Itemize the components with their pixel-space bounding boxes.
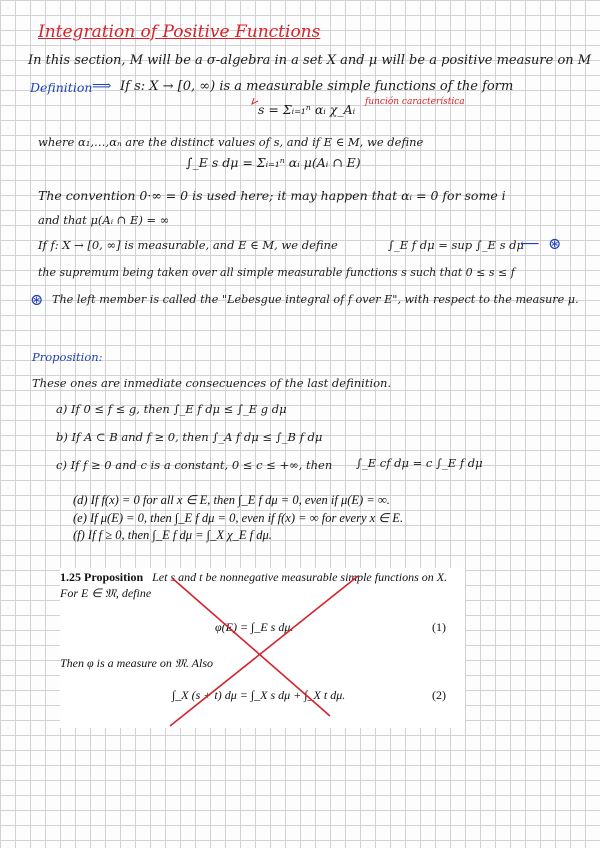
- annotation-arrow-icon: [252, 98, 258, 104]
- proposition-heading: 1.25 Proposition: [60, 570, 144, 584]
- characteristic-annotation: función característica: [365, 97, 465, 107]
- cross-stroke-1: [172, 578, 330, 716]
- cross-stroke-2: [170, 576, 358, 726]
- supremum-line: the supremum being taken over all simple measurable functions s such that 0 ≤ s ≤ f: [38, 266, 515, 279]
- lebesgue-integral-definition: ∫_E f dμ = sup ∫_E s dμ: [388, 238, 524, 252]
- equation-2: ∫_X (s + t) dμ = ∫_X s dμ + ∫_X t dμ.: [172, 688, 346, 702]
- printed-item-f: (f) If f ≥ 0, then ∫_E f dμ = ∫_X χ_E f dμ.: [73, 528, 272, 542]
- star-mark-icon-2: ⊛: [30, 290, 44, 309]
- immediate-consequences-line: These ones are inmediate consecuences of the last definition.: [32, 376, 392, 390]
- left-member-line: The left member is called the "Lebesgue integral of f over E", with respect to the measure μ.: [52, 293, 579, 306]
- item-c-formula: ∫_E cf dμ = c ∫_E f dμ: [356, 456, 483, 470]
- equation-2-number: (2): [432, 688, 446, 702]
- definition-label: Definition: [30, 80, 93, 95]
- star-mark-icon: ⊛: [548, 234, 562, 253]
- convention-line: The convention 0·∞ = 0 is used here; it may happen that αᵢ = 0 for some i: [38, 188, 506, 203]
- proposition-label: Proposition:: [32, 350, 103, 364]
- and-that-line: and that μ(Aᵢ ∩ E) = ∞: [38, 213, 170, 227]
- intro-line: In this section, M will be a σ-algebra in a set X and μ will be a positive measure on M: [28, 53, 592, 68]
- page-title: Integration of Positive Functions: [38, 22, 321, 42]
- equation-1-number: (1): [432, 620, 446, 634]
- item-a: a) If 0 ≤ f ≤ g, then ∫_E f dμ ≤ ∫_E g dμ: [56, 402, 287, 416]
- back-arrow-icon: ⟵: [520, 236, 540, 252]
- then-line: Then φ is a measure on 𝔐. Also: [60, 656, 214, 670]
- item-c: c) If f ≥ 0 and c is a constant, 0 ≤ c ≤ +∞, then: [56, 458, 333, 472]
- item-b: b) If A ⊂ B and f ≥ 0, then ∫_A f dμ ≤ ∫_B f dμ: [56, 430, 323, 444]
- definition-arrow: ⟹: [92, 78, 112, 94]
- printed-item-e: (e) If μ(E) = 0, then ∫_E f dμ = 0, even if f(x) = ∞ for every x ∈ E.: [73, 511, 404, 525]
- definition-text: If s: X → [0, ∞) is a measurable simple functions of the form: [120, 79, 514, 94]
- equation-1: φ(E) = ∫_E s dμ.: [215, 620, 294, 634]
- proposition-statement-1: Let s and t be nonnegative measurable simple functions on X.: [152, 570, 448, 584]
- where-line: where α₁,…,αₙ are the distinct values of s, and if E ∈ M, we define: [38, 135, 424, 149]
- simple-integral-definition: ∫_E s dμ = Σᵢ₌₁ⁿ αᵢ μ(Aᵢ ∩ E): [186, 155, 361, 170]
- simple-function-form: s = Σᵢ₌₁ⁿ αᵢ χ_Aᵢ: [258, 102, 356, 117]
- if-f-measurable-line: If f: X → [0, ∞] is measurable, and E ∈ M, we define: [38, 238, 338, 252]
- proposition-statement-2: For E ∈ 𝔐, define: [60, 586, 152, 600]
- printed-item-d: (d) If f(x) = 0 for all x ∈ E, then ∫_E f dμ = 0, even if μ(E) = ∞.: [73, 493, 390, 507]
